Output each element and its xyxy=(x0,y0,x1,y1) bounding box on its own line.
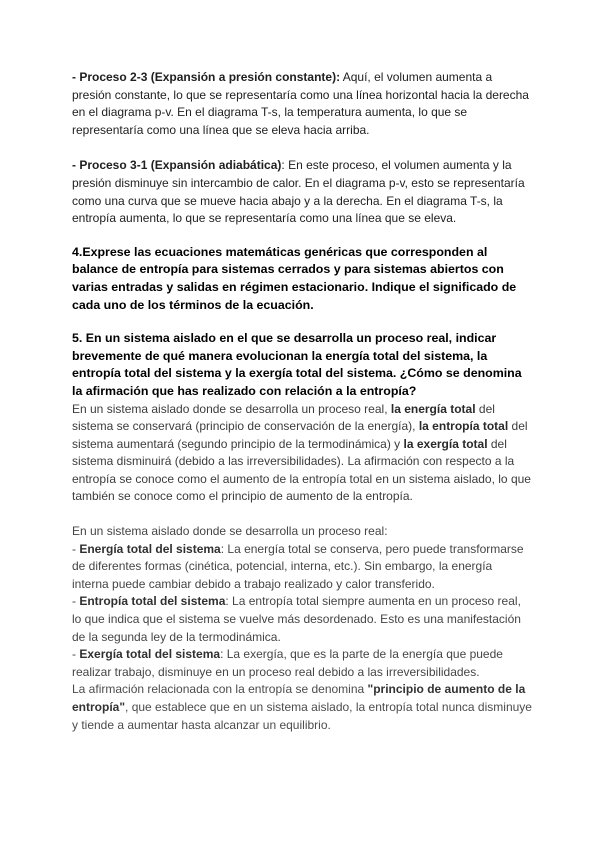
exergia-text: : La exergía, que es la parte de la energía que puede realizar trabajo, disminuye en un proceso real debido a las irreversibilidades. xyxy=(72,647,503,679)
answer-6-exergia xyxy=(72,646,532,681)
answer-5-exergia-bold: la exergía total xyxy=(403,436,488,451)
paragraph-proceso-2-3 xyxy=(72,69,532,139)
exergia-heading: Exergía total del sistema xyxy=(79,647,221,662)
answer-6-intro: En un sistema aislado donde se desarrolla un proceso real: xyxy=(72,524,388,539)
answer-5-paragraph xyxy=(72,401,532,507)
answer-5-energia-bold: la energía total xyxy=(390,401,476,416)
entropia-heading: Entropía total del sistema xyxy=(79,594,226,609)
final-principle-bold: "principio de aumento de la entropía" xyxy=(72,682,526,714)
energia-dash: - xyxy=(72,541,80,556)
energia-heading: Energía total del sistema xyxy=(79,541,221,556)
proceso-3-1-text: : En este proceso, el volumen aumenta y la presión disminuye sin intercambio de calor. En el diagrama p-v, esto se representaría como una curva que se mueve hacia abajo y a la derecha. En el diagrama T-s, la entropía aumenta, lo que se representaría como una línea que se eleva. xyxy=(72,158,525,226)
question-5: 5. En un sistema aislado en el que se desarrolla un proceso real, indicar brevemente de qué manera evolucionan la energía total del sistema, la entropía total del sistema y la exergía total del sistema. ¿Cómo se denomina la afirmación que has realizado con relación a la entropía? xyxy=(72,331,522,398)
answer-5-text-3: del sistema aumentará (segundo principio de la termodinámica) y xyxy=(72,419,528,451)
final-text-2: , que establece que en un sistema aislado, la entropía total nunca disminuye y tiende a aumentar hasta alcanzar un equilibrio. xyxy=(72,700,532,732)
proceso-2-3-text: Aquí, el volumen aumenta a presión constante, lo que se representaría como una línea horizontal hacia la derecha en el diagrama p-v. En el diagrama T-s, la temperatura aumenta, lo que se representaría como una línea que se eleva hacia arriba. xyxy=(72,70,529,137)
document-page xyxy=(72,69,532,734)
entropia-dash: - xyxy=(72,594,80,609)
energia-text: : La energía total se conserva, pero puede transformarse de diferentes formas (cinética, potencial, interna, etc.). Sin embargo, la energía interna puede cambiar debido a trabajo realizado y calor transferido. xyxy=(72,541,524,591)
question-4: 4.Exprese las ecuaciones matemáticas genéricas que corresponden al balance de entropía para sistemas cerrados y para sistemas abiertos con varias entradas y salidas en régimen estacionario. Indique el significado de cada uno de los términos de la ecuación. xyxy=(72,244,517,312)
proceso-2-3-heading: - Proceso 2-3 (Expansión a presión constante): xyxy=(72,70,341,84)
answer-6-energia xyxy=(72,541,532,594)
answer-5-text-1: En un sistema aislado donde se desarrolla un proceso real, xyxy=(72,401,391,416)
exergia-dash: - xyxy=(72,647,80,662)
answer-6-entropia xyxy=(72,593,532,646)
paragraph-proceso-3-1 xyxy=(72,157,532,227)
answer-6-final xyxy=(72,681,532,734)
entropia-text: : La entropía total siempre aumenta en un proceso real, lo que indica que el sistema se vuelve más desordenado. Esto es una manifestación de la segunda ley de la termodinámica. xyxy=(72,594,521,644)
final-text-1: La afirmación relacionada con la entropía se denomina xyxy=(72,682,368,697)
answer-5-text-2: del sistema se conservará (principio de conservación de la energía), xyxy=(72,401,495,434)
answer-5-entropia-bold: la entropía total xyxy=(418,419,509,434)
proceso-3-1-heading: - Proceso 3-1 (Expansión adiabática) xyxy=(72,158,282,173)
answer-5-text-4: del sistema disminuirá (debido a las irreversibilidades). La afirmación con respecto a la entropía se conoce como el aumento de la entropía total en un sistema aislado, lo que también se conoce como el principio de aumento de la entropía. xyxy=(72,436,531,504)
